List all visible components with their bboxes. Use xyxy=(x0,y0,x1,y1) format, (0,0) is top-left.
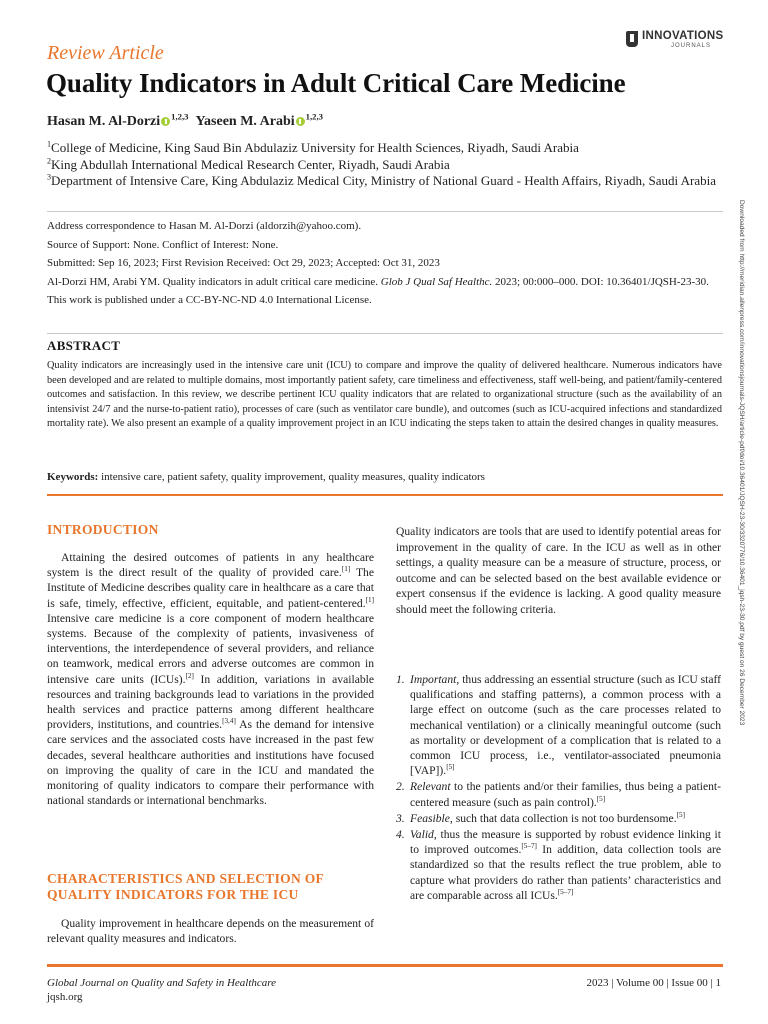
text-run: The Institute of Medicine describes quality care in healthcare as a care that is safe, timely, effective, efficient, equitable, and patient-centered. xyxy=(47,566,374,610)
divider xyxy=(47,211,723,212)
affiliation-text: College of Medicine, King Saud Bin Abdulaziz University for Health Sciences, Riyadh, Saudi Arabia xyxy=(51,140,579,155)
citation-doi[interactable]: 2023; 00:000–000. DOI: 10.36401/JQSH-23-30. xyxy=(492,275,709,288)
keywords-label: Keywords: xyxy=(47,471,99,483)
list-item xyxy=(396,827,721,903)
footer-journal: Global Journal on Quality and Safety in Healthcare xyxy=(47,977,277,989)
publisher-name: INNOVATIONS xyxy=(642,30,724,42)
license[interactable]: This work is published under a CC-BY-NC-ND 4.0 International License. xyxy=(47,294,372,306)
funding-statement: Source of Support: None. Conflict of Interest: None. xyxy=(47,238,279,251)
correspondence[interactable]: Address correspondence to Hasan M. Al-Dorzi (aldorzih@yahoo.com). xyxy=(47,220,362,232)
reference-link[interactable]: [5] xyxy=(446,763,455,772)
reference-link[interactable]: [3,4] xyxy=(222,717,236,726)
criterion-text: to the patients and/or their families, thus being a patient-centered measure (such as pain control). xyxy=(410,780,721,809)
list-item xyxy=(396,811,721,826)
criterion-term: Relevant xyxy=(410,780,451,794)
criterion-text: , such that data collection is not too burdensome. xyxy=(449,811,677,825)
criterion-text: In addition, data collection tools are standardized so that the results reflect the true problem, able to capture what providers do rather than patients’ characteristics and are comparable across all ICUs. xyxy=(410,843,721,902)
article-dates: Submitted: Sep 16, 2023; First Revision Received: Oct 29, 2023; Accepted: Oct 31, 2023 xyxy=(47,257,440,269)
author-affil-sup: 1,2,3 xyxy=(171,111,189,122)
reference-link[interactable]: [1] xyxy=(341,565,351,574)
text-run: As the demand for intensive care services and the associated costs have increased in the past few decades, several healthcare authorities and institutions have focused on improving the quality of care in the ICU and mandated the monitoring of quality indicators to compare their performance with national standards or international benchmarks. xyxy=(47,718,374,808)
criterion-text: , thus the measure is supported by robust evidence linking it to improved outcomes. xyxy=(410,828,721,857)
text-run: Attaining the desired outcomes of patients in any healthcare system is the direct result of the quality of provided care. xyxy=(47,551,374,580)
author-list xyxy=(47,111,324,130)
paragraph xyxy=(47,550,374,808)
introduction-body xyxy=(47,550,374,808)
keywords-list: intensive care, patient safety, quality improvement, quality measures, quality indicators xyxy=(98,471,485,483)
affiliation xyxy=(47,173,727,190)
criterion-text: , thus addressing an essential structure (such as ICU staff qualifications and staffing patterns), a common process with a large effect on outcome (such as the care processes related to mechanical ventilation) or a clinically meaningful outcome (such as mortality or development of a complication that is related to a common ICU process, i.e., ventilator-associated pneumonia [VAP]). xyxy=(410,673,721,778)
download-notice xyxy=(735,200,745,820)
keywords xyxy=(47,471,485,483)
citation-text: Al-Dorzi HM, Arabi YM. Quality indicators in adult critical care medicine. xyxy=(47,275,381,288)
criterion-term: Valid xyxy=(410,828,434,842)
section-heading-introduction: INTRODUCTION xyxy=(47,522,159,537)
citation xyxy=(47,275,727,291)
article-meta xyxy=(47,219,727,312)
publisher-logo xyxy=(626,30,726,54)
affiliation-sup: 1 xyxy=(47,139,52,149)
list-number: 4. xyxy=(396,828,405,842)
reference-link[interactable]: [5–7] xyxy=(521,842,537,851)
right-column-paragraph: Quality indicators are tools that are used to identify potential areas for improvement in the quality of care. In the ICU as well as in other settings, a quality measure can be a measure of structure, process, or outcome and can be selected based on the best available evidence or expert consensus if the evidence is lacking. A good quality measure should meet the following criteria. xyxy=(396,525,721,616)
affiliation-text: Department of Intensive Care, King Abdulaziz Medical City, Ministry of National Guard - Health Affairs, Riyadh, Saudi Arabia xyxy=(51,173,717,188)
download-notice-text: Downloaded from http://meridian.allenpress.com/innovationsjournals-JQSH/article-pdf/doi/10.36401/JQSH-23-30/3320776/10.36401_jqsh-23-30.pdf by guest on 26 December 2023 xyxy=(738,200,745,726)
text-run: In addition, variations in available resources and training backgrounds lead to variations in the provided health services and practice patterns among different healthcare providers, institutions, and countries. xyxy=(47,672,375,732)
reference-link[interactable]: [5–7] xyxy=(557,887,574,896)
affiliation-sup: 3 xyxy=(47,172,52,182)
footer-rule xyxy=(47,964,723,967)
text-run: Intensive care medicine is a core component of modern healthcare systems. Because of the complexity of patients, invasiveness of interventions, the interdependence of several providers, and reliance on teamwork, medical errors and adverse outcomes are common in intensive care units (ICUs). xyxy=(47,611,374,686)
reference-link[interactable]: [1] xyxy=(365,595,374,604)
author-affil-sup: 1,2,3 xyxy=(305,111,324,122)
citation-journal: Glob J Qual Saf Healthc. xyxy=(380,275,493,288)
section-rule xyxy=(47,494,723,496)
reference-link[interactable]: [5] xyxy=(596,794,606,803)
list-number: 2. xyxy=(396,780,405,794)
criteria-list xyxy=(396,672,721,904)
article-title: Quality Indicators in Adult Critical Care Medicine xyxy=(46,68,626,98)
affiliation xyxy=(47,157,727,174)
orcid-icon[interactable] xyxy=(161,117,170,126)
abstract-text: Quality indicators are increasingly used in the intensive care unit (ICU) to compare and improve the quality of delivered healthcare. Numerous indicators have been developed and are related to multiple domains, most importantly patient safety, care timeliness and effectiveness, staff well-being, and patient/family-centered outcomes and satisfaction. In this review, we describe pertinent ICU quality indicators that are related to organizational structure (such as the availability of an intensivist 24/7 and the nurse-to-patient ratio), processes of care (such as ventilator care bundle), and outcomes (such as ICU-acquired infections and standardized mortality rate). We also present an example of a quality improvement project in an ICU indicating the steps taken to attain the desired changes in quality measures. xyxy=(47,360,722,430)
list-item xyxy=(396,779,721,809)
reference-link[interactable]: [5] xyxy=(676,810,685,819)
article-type: Review Article xyxy=(47,42,164,64)
affiliation-sup: 2 xyxy=(47,156,52,166)
section-heading-characteristics: CHARACTERISTICS AND SELECTION OF QUALITY INDICATORS FOR THE ICU xyxy=(47,871,324,902)
paragraph: Quality improvement in healthcare depends on the measurement of relevant quality measures and indicators. xyxy=(47,917,374,946)
criterion-term: Feasible xyxy=(410,811,450,825)
reference-link[interactable]: [2] xyxy=(185,671,194,680)
publisher-sub: JOURNALS xyxy=(671,43,712,49)
affiliations xyxy=(47,140,727,190)
orcid-icon[interactable] xyxy=(296,117,305,126)
list-item xyxy=(396,672,721,778)
characteristics-body xyxy=(47,916,374,946)
list-number: 1. xyxy=(396,673,405,686)
author-name[interactable]: Hasan M. Al-Dorzi xyxy=(47,114,161,129)
footer-issue: 2023 | Volume 00 | Issue 00 | 1 xyxy=(586,977,721,989)
author-name[interactable]: Yaseen M. Arabi xyxy=(195,114,295,129)
divider xyxy=(47,333,723,334)
criterion-term: Important xyxy=(410,673,457,686)
affiliation xyxy=(47,140,727,157)
footer-url[interactable]: jqsh.org xyxy=(47,991,83,1003)
list-number: 3. xyxy=(396,811,405,825)
publisher-logo-icon xyxy=(626,31,638,47)
affiliation-text: King Abdullah International Medical Research Center, Riyadh, Saudi Arabia xyxy=(51,156,450,172)
abstract-heading: ABSTRACT xyxy=(47,338,121,353)
